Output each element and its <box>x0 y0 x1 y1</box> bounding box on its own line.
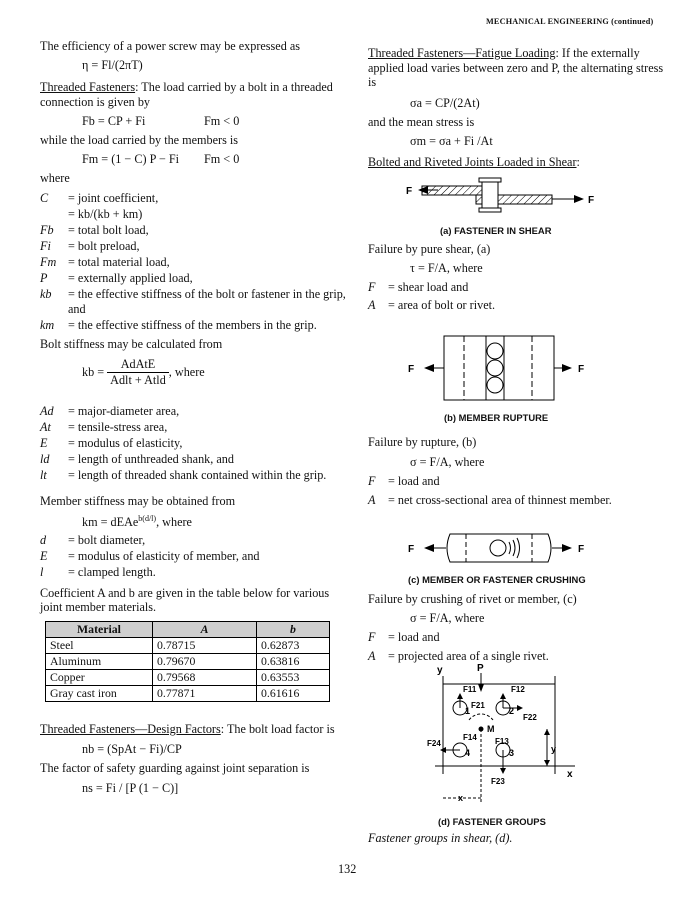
pure-shear-text: Failure by pure shear, (a) <box>368 242 491 256</box>
y-axis-label: y <box>437 665 443 676</box>
def-item: A = area of bolt or rivet. <box>368 298 496 312</box>
ns-equation: ns = Fi / [P (1 − C)] <box>82 781 179 795</box>
members-text: while the load carried by the members is <box>40 133 238 147</box>
fastener-shear-diagram <box>400 172 600 216</box>
kb-lhs: kb = <box>82 365 105 379</box>
table-row <box>46 670 330 686</box>
def-item: = kb/(kb + km) <box>68 207 143 221</box>
table-row <box>46 638 330 654</box>
design-factors-line <box>40 722 335 737</box>
table-cell: 0.63816 <box>257 654 330 670</box>
def-item: km = the effective stiffness of the members in the grip. <box>40 318 317 332</box>
efficiency-equation: η = Fl/(2πT) <box>82 58 143 72</box>
table-row <box>46 686 330 702</box>
def-item: At = tensile-stress area, <box>40 420 168 434</box>
kb-equation <box>82 357 205 388</box>
fig-c-caption: (c) MEMBER OR FASTENER CRUSHING <box>408 574 586 585</box>
table-cell: Aluminum <box>46 654 153 670</box>
page-number: 132 <box>338 862 357 876</box>
def-item: A = net cross-sectional area of thinnest member. <box>368 493 612 507</box>
kb-numerator: AdAtE <box>107 357 169 373</box>
design-factors-text: : The bolt load factor is <box>220 722 335 736</box>
def-item: Ad = major-diameter area, <box>40 404 180 418</box>
force-label: F12 <box>511 685 525 694</box>
force-label: F14 <box>463 733 477 742</box>
bolt-number: 3 <box>509 748 515 758</box>
force-label: F21 <box>471 701 485 710</box>
threaded-fasteners-title: Threaded Fasteners <box>40 80 136 94</box>
force-label: F <box>578 364 585 375</box>
table-cell: Gray cast iron <box>46 686 153 702</box>
fastener-groups-text: Fastener groups in shear, (d). <box>368 831 513 845</box>
rupture-text: Failure by rupture, (b) <box>368 435 477 449</box>
nb-equation: nb = (SpAt − Fi)/CP <box>82 742 182 756</box>
def-item: and <box>68 302 86 316</box>
table-cell: 0.79670 <box>153 654 257 670</box>
def-item: A = projected area of a single rivet. <box>368 649 549 663</box>
fatigue-line2: applied load varies between zero and P, the alternating stress <box>368 61 664 75</box>
def-item: ld = length of unthreaded shank, and <box>40 452 234 466</box>
def-item: E = modulus of elasticity, <box>40 436 183 450</box>
force-label: F11 <box>463 685 477 694</box>
force-label: F13 <box>495 737 509 746</box>
force-label: F <box>408 544 415 555</box>
y-dimension-label: y <box>551 744 557 754</box>
running-header: MECHANICAL ENGINEERING (continued) <box>486 17 654 26</box>
safety-text: The factor of safety guarding against joint separation is <box>40 761 310 775</box>
bolt-number: 4 <box>465 748 471 758</box>
fig-a-caption: (a) FASTENER IN SHEAR <box>440 225 552 236</box>
where-label: where <box>40 171 70 185</box>
table-cell: Steel <box>46 638 153 654</box>
fatigue-line1 <box>368 46 640 61</box>
fb-equation: Fb = CP + Fi <box>82 114 146 128</box>
def-item: Fi = bolt preload, <box>40 239 140 253</box>
table-cell: 0.78715 <box>153 638 257 654</box>
bolt-number: 1 <box>465 706 471 716</box>
fb-condition: Fm < 0 <box>204 114 240 128</box>
x-dimension-label: x <box>458 793 464 803</box>
table-cell: 0.63553 <box>257 670 330 686</box>
moment-label: M <box>487 724 495 734</box>
table-row <box>46 654 330 670</box>
sigma-a-equation: σa = CP/(2At) <box>410 96 480 110</box>
coefficient-text-line1: Coefficient A and b are given in the table below for various <box>40 586 330 600</box>
table-header: A <box>153 622 257 638</box>
coefficient-text-line2: joint member materials. <box>40 600 157 614</box>
mean-stress-text: and the mean stress is <box>368 115 475 129</box>
fatigue-line3: is <box>368 75 377 89</box>
load-p-label: P <box>477 663 484 674</box>
def-item: Fb = total bolt load, <box>40 223 149 237</box>
sigma-b-equation: σ = F/A, where <box>410 455 485 469</box>
def-item: kb = the effective stiffness of the bolt or fastener in the grip, <box>40 287 346 301</box>
tau-equation: τ = F/A, where <box>410 261 483 275</box>
table-cell: Copper <box>46 670 153 686</box>
def-item: l = clamped length. <box>40 565 156 579</box>
bolt-number: 2 <box>509 706 515 716</box>
table-header: Material <box>46 622 153 638</box>
fatigue-title: Threaded Fasteners—Fatigue Loading <box>368 46 556 60</box>
km-where: , where <box>156 515 192 530</box>
member-stiffness-text: Member stiffness may be obtained from <box>40 494 236 508</box>
table-cell: 0.62873 <box>257 638 330 654</box>
threaded-fasteners-line2: connection is given by <box>40 95 151 109</box>
design-factors-title: Threaded Fasteners—Design Factors <box>40 722 221 736</box>
force-label: F22 <box>523 713 537 722</box>
km-exponent: b(d/l) <box>138 514 157 523</box>
threaded-fasteners-text: : The load carried by a bolt in a threaded <box>135 80 333 94</box>
table-cell: 0.77871 <box>153 686 257 702</box>
force-label: F23 <box>491 777 505 786</box>
kb-where: , where <box>168 365 205 379</box>
def-item: lt = length of threaded shank contained within the grip. <box>40 468 327 482</box>
def-item: P = externally applied load, <box>40 271 193 285</box>
force-label: F <box>406 186 413 197</box>
coefficient-table <box>45 621 330 702</box>
table-header: b <box>257 622 330 638</box>
fastener-groups-diagram <box>425 662 595 812</box>
sigma-m-equation: σm = σa + Fi /At <box>410 134 493 148</box>
def-item: F = shear load and <box>368 280 469 294</box>
bolt-stiffness-text: Bolt stiffness may be calculated from <box>40 337 223 351</box>
def-item: C = joint coefficient, <box>40 191 159 205</box>
table-header-row <box>46 622 330 638</box>
kb-denominator: Adlt + Atld <box>110 373 166 387</box>
def-item: Fm = total material load, <box>40 255 170 269</box>
force-label: F <box>578 544 585 555</box>
fm-equation: Fm = (1 − C) P − Fi <box>82 152 180 166</box>
crushing-text: Failure by crushing of rivet or member, (c) <box>368 592 577 606</box>
efficiency-intro: The efficiency of a power screw may be expressed as <box>40 39 300 53</box>
member-crushing-diagram <box>400 528 600 568</box>
x-axis-label: x <box>567 769 573 780</box>
force-label: F24 <box>427 739 441 748</box>
def-item: E = modulus of elasticity of member, and <box>40 549 260 563</box>
kb-fraction <box>107 357 169 388</box>
member-rupture-diagram <box>400 328 600 408</box>
def-item: F = load and <box>368 630 440 644</box>
threaded-fasteners-line1 <box>40 80 333 95</box>
fm-condition: Fm < 0 <box>204 152 240 166</box>
fig-b-caption: (b) MEMBER RUPTURE <box>444 412 549 423</box>
def-item: d = bolt diameter, <box>40 533 146 547</box>
km-equation <box>82 514 192 530</box>
km-base: km = dEAe <box>82 515 139 530</box>
fig-d-caption: (d) FASTENER GROUPS <box>438 816 546 827</box>
table-cell: 0.79568 <box>153 670 257 686</box>
def-item: F = load and <box>368 474 440 488</box>
force-label: F <box>408 364 415 375</box>
table-cell: 0.61616 <box>257 686 330 702</box>
fatigue-text: : If the externally <box>555 46 640 60</box>
force-label: F <box>588 195 595 206</box>
sigma-c-equation: σ = F/A, where <box>410 611 485 625</box>
bolted-joints-title: Bolted and Riveted Joints Loaded in Shear <box>368 155 577 169</box>
bolted-joints-heading <box>368 155 580 170</box>
bolted-joints-colon: : <box>576 155 580 169</box>
